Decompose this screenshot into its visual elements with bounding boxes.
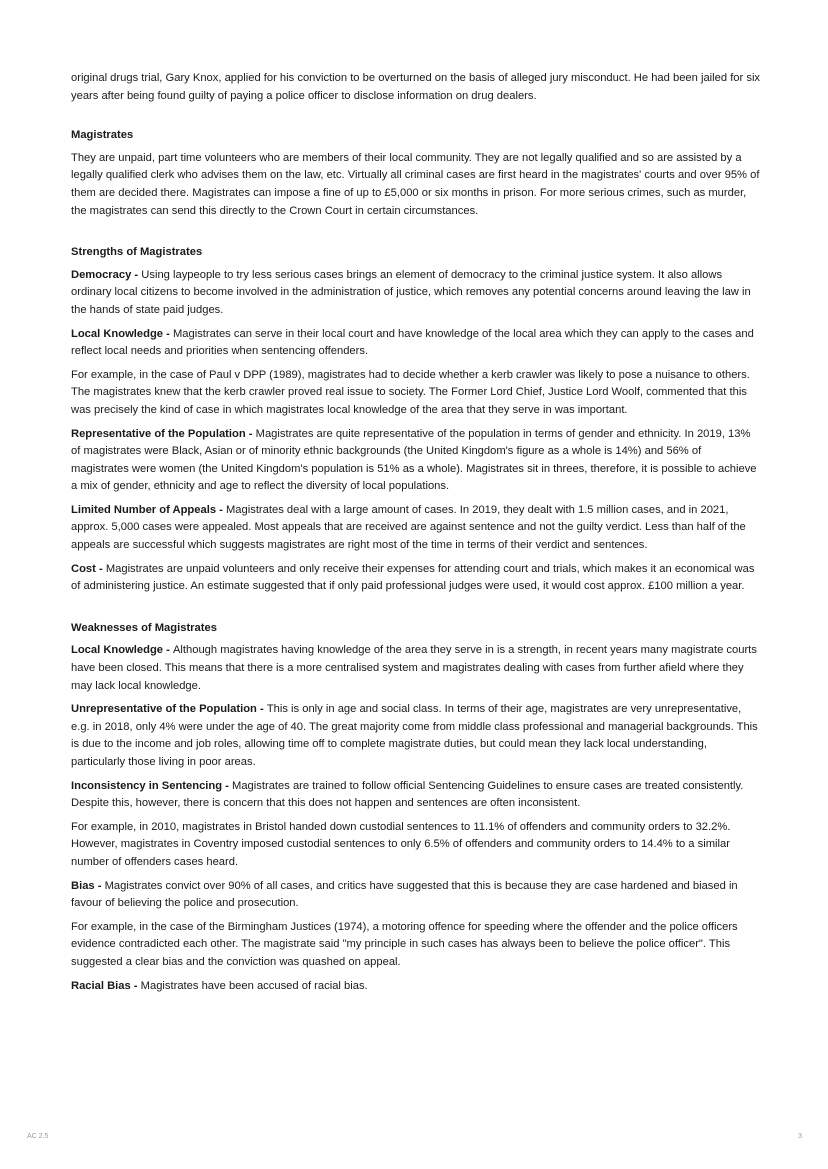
strength-example-paul-v-dpp	[71, 367, 761, 420]
strengths-heading: Strengths of Magistrates	[71, 246, 203, 259]
strength-representative	[71, 426, 761, 496]
strength-term: Local Knowledge -	[71, 327, 173, 340]
weakness-text: Magistrates are trained to follow official Sentencing Guidelines to ensure cases are treated consistently. Despite this, however, there is concern that this does not happen and sentences are often inconsistent.	[71, 779, 744, 810]
strength-text: Magistrates deal with a large amount of cases. In 2019, they dealt with 1.5 million cases, and in 2021, approx. 5,000 cases were appealed. Most appeals that are received are against sentence and not the guilty verdict. Less than half of the appeals are successful which suggests magistrates are right most of the time in terms of their verdict and sentences.	[71, 503, 746, 552]
weakness-example-bristol-coventry	[71, 819, 761, 872]
weaknesses-list	[71, 642, 761, 995]
strength-text: Magistrates are unpaid volunteers and only receive their expenses for attending court and trials, which makes it an economical was of administering justice. An estimate suggested that if only paid professional judges were used, it would cost approx. £100 million a year.	[71, 562, 755, 593]
weakness-term: Bias -	[71, 879, 105, 892]
page-number: 3	[798, 1133, 802, 1140]
weakness-text: Magistrates have been accused of racial bias.	[140, 979, 368, 992]
weakness-inconsistency	[71, 778, 761, 813]
strength-term: Representative of the Population -	[71, 427, 256, 440]
weaknesses-heading: Weaknesses of Magistrates	[71, 621, 217, 634]
strength-text: Using laypeople to try less serious cases brings an element of democracy to the criminal justice system. It also allows ordinary local citizens to become involved in the administration of justice, which removes any potential concerns around leaving the law in the hands of state paid judges.	[71, 268, 751, 316]
weakness-bias	[71, 878, 761, 913]
document-page	[71, 70, 761, 995]
footer-code: AC 2.5	[27, 1133, 49, 1140]
weakness-text: For example, in 2010, magistrates in Bristol handed down custodial sentences to 11.1% of offenders and community orders to 32.2%. However, magistrates in Coventry imposed custodial sentences to only 6.5% of offenders and community orders to 14.4% to a similar number of offenders cases heard.	[71, 820, 731, 868]
weakness-term: Unrepresentative of the Population -	[71, 703, 267, 716]
strength-local-knowledge	[71, 326, 761, 361]
weakness-local-knowledge	[71, 642, 761, 695]
strength-limited-appeals	[71, 502, 761, 555]
weakness-racial-bias	[71, 978, 761, 996]
strength-text: Magistrates can serve in their local court and have knowledge of the local area which they can apply to the cases and reflect local needs and priorities when sentencing offenders.	[71, 327, 754, 358]
strength-text: Magistrates are quite representative of the population in terms of gender and ethnicity. In 2019, 13% of magistrates were Black, Asian or of minority ethnic backgrounds (the United Kingdom's figure as a whole is 14%) and 56% of magistrates were women (the United Kingdom's population is 51% as a whole). Magistrates sit in threes, therefore, it is possible to achieve a mix of gender, ethnicity and age to reflect the diversity of local populations.	[71, 427, 757, 493]
strength-term: Cost -	[71, 562, 106, 575]
weakness-term: Racial Bias -	[71, 979, 141, 992]
magistrates-heading: Magistrates	[71, 129, 134, 142]
weakness-term: Local Knowledge -	[71, 644, 173, 657]
weakness-text: This is only in age and social class. In terms of their age, magistrates are very unrepresentative, e.g. in 2018, only 4% were under the age of 40. The great majority come from middle class professional and managerial backgrounds. This is due to the income and job roles, allowing time off to complete magistrate duties, but could mean they lack local understanding, particularly those living in poor areas.	[71, 703, 758, 768]
weakness-text: For example, in the case of the Birmingham Justices (1974), a motoring offence for speeding where the offender and the police officers evidence contradicted each other. The magistrate said "my principle in such cases has always been to believe the police officer". This suggested a clear bias and the conviction was quashed on appeal.	[71, 920, 738, 968]
magistrates-paragraph: They are unpaid, part time volunteers who are members of their local community. They are not legally qualified and so are assisted by a legally qualified clerk who advises them on the law, etc. Virtually all criminal cases are first heard in the magistrates' courts and over 95% of them are decided there. Magistrates can impose a fine of up to £5,000 or six months in prison. For more serious crimes, such as murder, the magistrates can send this directly to the Crown Court in certain circumstances.	[71, 151, 760, 217]
strength-democracy	[71, 267, 761, 320]
strength-term: Limited Number of Appeals -	[71, 503, 226, 516]
weakness-unrepresentative	[71, 701, 761, 771]
weakness-text: Magistrates convict over 90% of all cases, and critics have suggested that this is because they are case hardened and biased in favour of believing the police and prosecution.	[71, 879, 738, 910]
strength-cost	[71, 561, 761, 596]
strength-text: For example, in the case of Paul v DPP (1989), magistrates had to decide whether a kerb crawler was likely to pose a nuisance to others. The magistrates knew that the kerb crawler proved real issue to society. The Former Lord Chief, Justice Lord Woolf, commented that this was precisely the kind of case in which magistrates local knowledge of the area that they serve in was important.	[71, 368, 750, 416]
weakness-example-birmingham	[71, 919, 761, 972]
weakness-term: Inconsistency in Sentencing -	[71, 779, 233, 792]
weakness-text: Although magistrates having knowledge of the area they serve in is a strength, in recent years many magistrate courts have been closed. This means that there is a more centralised system and magistrates dealing with cases from further afield where they may lack local knowledge.	[71, 644, 757, 692]
strength-term: Democracy -	[71, 268, 142, 281]
intro-paragraph: original drugs trial, Gary Knox, applied for his conviction to be overturned on the basis of alleged jury misconduct. He had been jailed for six years after being found guilty of paying a police officer to disclose information on drug dealers.	[71, 72, 761, 102]
strengths-list	[71, 267, 761, 596]
